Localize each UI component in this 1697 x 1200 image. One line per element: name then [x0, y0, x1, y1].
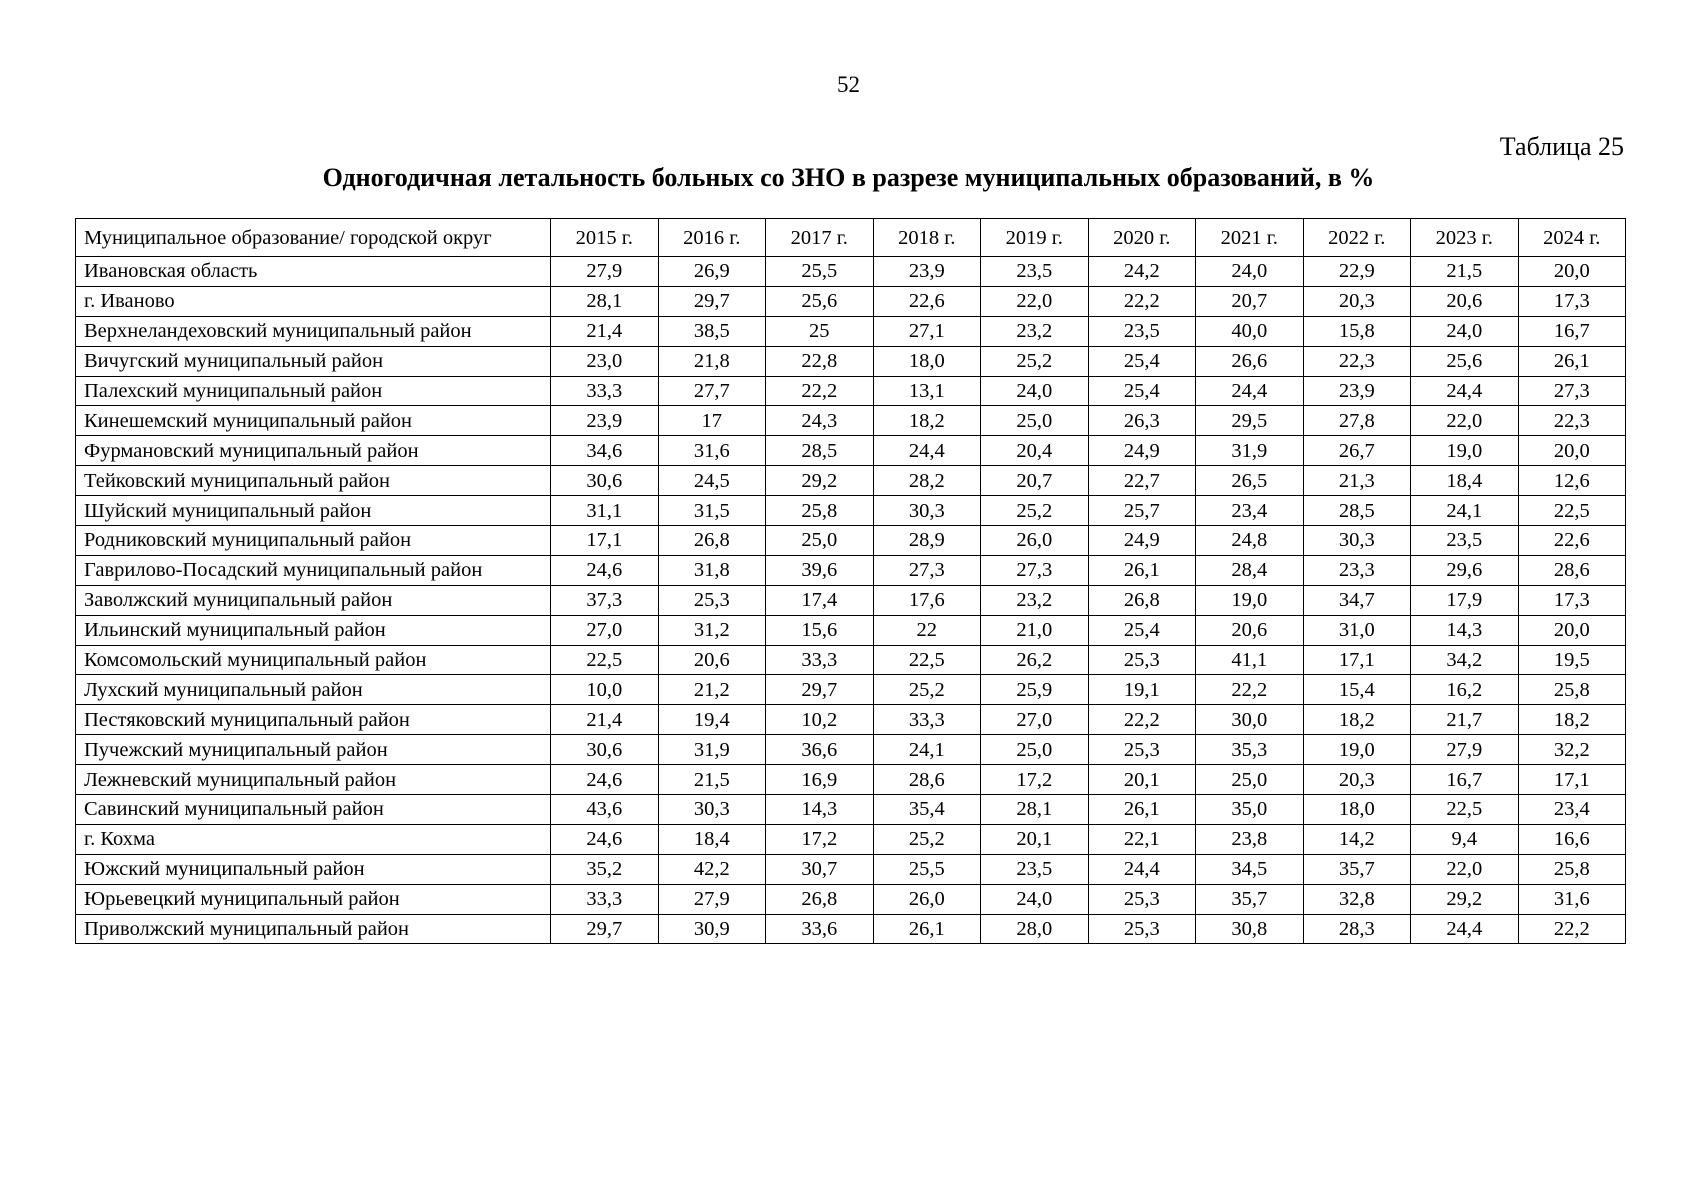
mortality-value-cell: 29,7: [658, 286, 766, 316]
mortality-value-cell: 22,0: [1411, 854, 1519, 884]
mortality-value-cell: 31,2: [658, 615, 766, 645]
table-header-row: [76, 219, 1626, 257]
column-header-year: 2022 г.: [1303, 219, 1411, 257]
table-row: [76, 526, 1626, 556]
mortality-value-cell: 26,1: [1088, 795, 1196, 825]
mortality-value-cell: 28,6: [1518, 555, 1626, 585]
mortality-value-cell: 10,2: [766, 705, 874, 735]
mortality-value-cell: 19,0: [1303, 735, 1411, 765]
mortality-value-cell: 23,5: [981, 854, 1089, 884]
mortality-value-cell: 25,7: [1088, 496, 1196, 526]
mortality-value-cell: 33,3: [873, 705, 981, 735]
mortality-value-cell: 20,0: [1518, 436, 1626, 466]
mortality-value-cell: 24,2: [1088, 257, 1196, 287]
mortality-value-cell: 23,0: [551, 346, 659, 376]
mortality-value-cell: 14,2: [1303, 824, 1411, 854]
municipality-name-cell: Лухский муниципальный район: [76, 675, 551, 705]
mortality-value-cell: 19,0: [1196, 585, 1304, 615]
municipality-name-cell: Комсомольский муниципальный район: [76, 645, 551, 675]
table-row: [76, 555, 1626, 585]
mortality-value-cell: 27,8: [1303, 406, 1411, 436]
municipality-name-cell: Южский муниципальный район: [76, 854, 551, 884]
mortality-value-cell: 23,5: [1411, 526, 1519, 556]
mortality-value-cell: 32,2: [1518, 735, 1626, 765]
mortality-value-cell: 31,8: [658, 555, 766, 585]
mortality-value-cell: 15,4: [1303, 675, 1411, 705]
mortality-value-cell: 17,9: [1411, 585, 1519, 615]
mortality-value-cell: 23,3: [1303, 555, 1411, 585]
mortality-value-cell: 28,0: [981, 914, 1089, 944]
mortality-value-cell: 27,9: [658, 884, 766, 914]
mortality-table: [75, 218, 1626, 944]
mortality-value-cell: 20,1: [1088, 765, 1196, 795]
mortality-value-cell: 17,3: [1518, 585, 1626, 615]
municipality-name-cell: Юрьевецкий муниципальный район: [76, 884, 551, 914]
mortality-value-cell: 30,6: [551, 735, 659, 765]
mortality-value-cell: 23,9: [1303, 376, 1411, 406]
mortality-value-cell: 28,9: [873, 526, 981, 556]
mortality-value-cell: 35,4: [873, 795, 981, 825]
mortality-value-cell: 35,7: [1196, 884, 1304, 914]
mortality-value-cell: 30,6: [551, 466, 659, 496]
municipality-name-cell: Кинешемский муниципальный район: [76, 406, 551, 436]
table-row: [76, 914, 1626, 944]
mortality-value-cell: 29,7: [551, 914, 659, 944]
mortality-value-cell: 22,2: [766, 376, 874, 406]
mortality-value-cell: 26,2: [981, 645, 1089, 675]
mortality-value-cell: 26,1: [873, 914, 981, 944]
mortality-value-cell: 35,3: [1196, 735, 1304, 765]
mortality-value-cell: 18,2: [1303, 705, 1411, 735]
mortality-value-cell: 13,1: [873, 376, 981, 406]
mortality-value-cell: 25,3: [1088, 735, 1196, 765]
mortality-value-cell: 26,1: [1518, 346, 1626, 376]
mortality-value-cell: 25,8: [1518, 854, 1626, 884]
mortality-value-cell: 25,2: [981, 496, 1089, 526]
mortality-value-cell: 25,4: [1088, 376, 1196, 406]
municipality-name-cell: г. Иваново: [76, 286, 551, 316]
mortality-value-cell: 22,2: [1518, 914, 1626, 944]
table-label: Таблица 25: [1499, 132, 1624, 161]
mortality-value-cell: 32,8: [1303, 884, 1411, 914]
mortality-value-cell: 27,3: [1518, 376, 1626, 406]
mortality-value-cell: 12,6: [1518, 466, 1626, 496]
mortality-value-cell: 22,9: [1303, 257, 1411, 287]
mortality-value-cell: 17,4: [766, 585, 874, 615]
mortality-value-cell: 22,7: [1088, 466, 1196, 496]
mortality-value-cell: 25,5: [873, 854, 981, 884]
mortality-value-cell: 25,0: [981, 735, 1089, 765]
mortality-value-cell: 28,6: [873, 765, 981, 795]
mortality-value-cell: 30,0: [1196, 705, 1304, 735]
mortality-value-cell: 21,8: [658, 346, 766, 376]
mortality-value-cell: 23,4: [1196, 496, 1304, 526]
mortality-value-cell: 22,2: [1088, 705, 1196, 735]
mortality-value-cell: 25,0: [981, 406, 1089, 436]
mortality-value-cell: 34,2: [1411, 645, 1519, 675]
mortality-value-cell: 22,2: [1088, 286, 1196, 316]
mortality-value-cell: 18,0: [873, 346, 981, 376]
table-row: [76, 884, 1626, 914]
mortality-value-cell: 22,6: [1518, 526, 1626, 556]
municipality-name-cell: Савинский муниципальный район: [76, 795, 551, 825]
mortality-value-cell: 22,5: [1411, 795, 1519, 825]
mortality-value-cell: 29,5: [1196, 406, 1304, 436]
table-row: [76, 316, 1626, 346]
mortality-value-cell: 21,4: [551, 705, 659, 735]
municipality-name-cell: г. Кохма: [76, 824, 551, 854]
mortality-value-cell: 27,9: [1411, 735, 1519, 765]
mortality-value-cell: 31,1: [551, 496, 659, 526]
mortality-value-cell: 23,5: [1088, 316, 1196, 346]
mortality-value-cell: 24,0: [1196, 257, 1304, 287]
mortality-value-cell: 24,9: [1088, 436, 1196, 466]
mortality-value-cell: 24,0: [981, 884, 1089, 914]
mortality-value-cell: 24,1: [1411, 496, 1519, 526]
mortality-value-cell: 25,8: [1518, 675, 1626, 705]
mortality-value-cell: 31,5: [658, 496, 766, 526]
mortality-value-cell: 27,0: [551, 615, 659, 645]
municipality-name-cell: Вичугский муниципальный район: [76, 346, 551, 376]
mortality-value-cell: 34,5: [1196, 854, 1304, 884]
mortality-value-cell: 27,0: [981, 705, 1089, 735]
mortality-value-cell: 23,2: [981, 585, 1089, 615]
table-row: [76, 645, 1626, 675]
mortality-value-cell: 16,7: [1411, 765, 1519, 795]
mortality-value-cell: 17,1: [551, 526, 659, 556]
mortality-value-cell: 24,0: [981, 376, 1089, 406]
column-header-year: 2019 г.: [981, 219, 1089, 257]
mortality-value-cell: 25,3: [1088, 884, 1196, 914]
mortality-value-cell: 17: [658, 406, 766, 436]
mortality-value-cell: 20,7: [981, 466, 1089, 496]
municipality-name-cell: Ильинский муниципальный район: [76, 615, 551, 645]
mortality-value-cell: 18,2: [873, 406, 981, 436]
mortality-value-cell: 17,1: [1518, 765, 1626, 795]
mortality-value-cell: 20,6: [658, 645, 766, 675]
municipality-name-cell: Приволжский муниципальный район: [76, 914, 551, 944]
mortality-value-cell: 26,6: [1196, 346, 1304, 376]
mortality-value-cell: 24,6: [551, 765, 659, 795]
mortality-value-cell: 28,1: [981, 795, 1089, 825]
mortality-value-cell: 19,4: [658, 705, 766, 735]
mortality-value-cell: 26,8: [766, 884, 874, 914]
table-row: [76, 466, 1626, 496]
table-row: [76, 376, 1626, 406]
municipality-name-cell: Пучежский муниципальный район: [76, 735, 551, 765]
mortality-value-cell: 24,8: [1196, 526, 1304, 556]
mortality-value-cell: 24,4: [1411, 376, 1519, 406]
mortality-value-cell: 21,4: [551, 316, 659, 346]
mortality-value-cell: 19,5: [1518, 645, 1626, 675]
municipality-name-cell: Палехский муниципальный район: [76, 376, 551, 406]
column-header-name: Муниципальное образование/ городской округ: [76, 219, 551, 257]
mortality-value-cell: 25,2: [981, 346, 1089, 376]
mortality-value-cell: 38,5: [658, 316, 766, 346]
mortality-value-cell: 31,6: [1518, 884, 1626, 914]
mortality-value-cell: 20,1: [981, 824, 1089, 854]
mortality-value-cell: 22,0: [1411, 406, 1519, 436]
mortality-value-cell: 10,0: [551, 675, 659, 705]
mortality-value-cell: 21,3: [1303, 466, 1411, 496]
table-title: Одногодичная летальность больных со ЗНО в разрезе муниципальных образований, в %: [322, 163, 1375, 192]
mortality-value-cell: 31,6: [658, 436, 766, 466]
mortality-value-cell: 23,9: [873, 257, 981, 287]
mortality-value-cell: 42,2: [658, 854, 766, 884]
mortality-value-cell: 24,4: [1088, 854, 1196, 884]
table-row: [76, 286, 1626, 316]
mortality-value-cell: 22,5: [1518, 496, 1626, 526]
mortality-value-cell: 15,6: [766, 615, 874, 645]
mortality-value-cell: 16,9: [766, 765, 874, 795]
mortality-value-cell: 36,6: [766, 735, 874, 765]
mortality-value-cell: 25,3: [1088, 645, 1196, 675]
mortality-value-cell: 31,9: [1196, 436, 1304, 466]
mortality-value-cell: 21,5: [1411, 257, 1519, 287]
mortality-value-cell: 25,4: [1088, 615, 1196, 645]
mortality-value-cell: 17,2: [981, 765, 1089, 795]
table-row: [76, 496, 1626, 526]
mortality-value-cell: 17,6: [873, 585, 981, 615]
column-header-year: 2015 г.: [551, 219, 659, 257]
mortality-value-cell: 22,5: [551, 645, 659, 675]
mortality-value-cell: 25,3: [658, 585, 766, 615]
municipality-name-cell: Гаврилово-Посадский муниципальный район: [76, 555, 551, 585]
mortality-value-cell: 24,9: [1088, 526, 1196, 556]
mortality-value-cell: 30,3: [658, 795, 766, 825]
mortality-value-cell: 29,6: [1411, 555, 1519, 585]
mortality-value-cell: 41,1: [1196, 645, 1304, 675]
mortality-value-cell: 25,0: [1196, 765, 1304, 795]
mortality-value-cell: 20,3: [1303, 765, 1411, 795]
table-row: [76, 257, 1626, 287]
mortality-value-cell: 26,9: [658, 257, 766, 287]
table-row: [76, 824, 1626, 854]
mortality-value-cell: 19,0: [1411, 436, 1519, 466]
mortality-value-cell: 26,0: [981, 526, 1089, 556]
column-header-year: 2020 г.: [1088, 219, 1196, 257]
mortality-value-cell: 9,4: [1411, 824, 1519, 854]
mortality-value-cell: 28,5: [1303, 496, 1411, 526]
mortality-value-cell: 22,1: [1088, 824, 1196, 854]
mortality-value-cell: 27,9: [551, 257, 659, 287]
mortality-value-cell: 37,3: [551, 585, 659, 615]
mortality-value-cell: 23,2: [981, 316, 1089, 346]
column-header-year: 2016 г.: [658, 219, 766, 257]
mortality-value-cell: 35,0: [1196, 795, 1304, 825]
mortality-value-cell: 25,2: [873, 675, 981, 705]
mortality-value-cell: 14,3: [766, 795, 874, 825]
mortality-value-cell: 28,5: [766, 436, 874, 466]
mortality-value-cell: 20,3: [1303, 286, 1411, 316]
mortality-value-cell: 29,7: [766, 675, 874, 705]
mortality-value-cell: 30,8: [1196, 914, 1304, 944]
mortality-value-cell: 31,0: [1303, 615, 1411, 645]
mortality-value-cell: 28,1: [551, 286, 659, 316]
mortality-value-cell: 23,8: [1196, 824, 1304, 854]
mortality-value-cell: 31,9: [658, 735, 766, 765]
mortality-value-cell: 26,3: [1088, 406, 1196, 436]
table-row: [76, 615, 1626, 645]
mortality-value-cell: 34,6: [551, 436, 659, 466]
mortality-value-cell: 24,0: [1411, 316, 1519, 346]
mortality-value-cell: 30,3: [873, 496, 981, 526]
mortality-value-cell: 35,7: [1303, 854, 1411, 884]
mortality-value-cell: 34,7: [1303, 585, 1411, 615]
mortality-value-cell: 18,2: [1518, 705, 1626, 735]
table-row: [76, 765, 1626, 795]
mortality-value-cell: 25,9: [981, 675, 1089, 705]
mortality-value-cell: 21,7: [1411, 705, 1519, 735]
mortality-value-cell: 24,5: [658, 466, 766, 496]
mortality-value-cell: 26,8: [658, 526, 766, 556]
table-row: [76, 436, 1626, 466]
mortality-value-cell: 22,6: [873, 286, 981, 316]
mortality-value-cell: 27,7: [658, 376, 766, 406]
mortality-value-cell: 20,4: [981, 436, 1089, 466]
mortality-value-cell: 20,0: [1518, 257, 1626, 287]
municipality-name-cell: Верхнеландеховский муниципальный район: [76, 316, 551, 346]
mortality-value-cell: 29,2: [1411, 884, 1519, 914]
mortality-value-cell: 19,1: [1088, 675, 1196, 705]
table-row: [76, 585, 1626, 615]
municipality-name-cell: Шуйский муниципальный район: [76, 496, 551, 526]
column-header-year: 2017 г.: [766, 219, 874, 257]
mortality-value-cell: 14,3: [1411, 615, 1519, 645]
municipality-name-cell: Пестяковский муниципальный район: [76, 705, 551, 735]
municipality-name-cell: Лежневский муниципальный район: [76, 765, 551, 795]
mortality-value-cell: 30,3: [1303, 526, 1411, 556]
mortality-value-cell: 24,4: [873, 436, 981, 466]
mortality-value-cell: 16,2: [1411, 675, 1519, 705]
mortality-value-cell: 22,3: [1303, 346, 1411, 376]
municipality-name-cell: Родниковский муниципальный район: [76, 526, 551, 556]
municipality-name-cell: Ивановская область: [76, 257, 551, 287]
mortality-value-cell: 25,3: [1088, 914, 1196, 944]
mortality-value-cell: 18,0: [1303, 795, 1411, 825]
mortality-value-cell: 26,0: [873, 884, 981, 914]
mortality-value-cell: 22,5: [873, 645, 981, 675]
municipality-name-cell: Тейковский муниципальный район: [76, 466, 551, 496]
mortality-value-cell: 33,6: [766, 914, 874, 944]
mortality-value-cell: 21,0: [981, 615, 1089, 645]
mortality-value-cell: 22,3: [1518, 406, 1626, 436]
table-row: [76, 346, 1626, 376]
mortality-value-cell: 30,9: [658, 914, 766, 944]
municipality-name-cell: Заволжский муниципальный район: [76, 585, 551, 615]
mortality-value-cell: 15,8: [1303, 316, 1411, 346]
mortality-value-cell: 30,7: [766, 854, 874, 884]
mortality-value-cell: 26,1: [1088, 555, 1196, 585]
mortality-value-cell: 25,4: [1088, 346, 1196, 376]
mortality-value-cell: 22,0: [981, 286, 1089, 316]
table-body: [76, 257, 1626, 944]
mortality-value-cell: 35,2: [551, 854, 659, 884]
mortality-value-cell: 23,5: [981, 257, 1089, 287]
mortality-value-cell: 24,4: [1411, 914, 1519, 944]
mortality-value-cell: 25,5: [766, 257, 874, 287]
column-header-year: 2021 г.: [1196, 219, 1304, 257]
mortality-value-cell: 16,7: [1518, 316, 1626, 346]
mortality-value-cell: 22,8: [766, 346, 874, 376]
mortality-value-cell: 20,7: [1196, 286, 1304, 316]
column-header-year: 2018 г.: [873, 219, 981, 257]
mortality-value-cell: 33,3: [551, 376, 659, 406]
mortality-value-cell: 27,3: [981, 555, 1089, 585]
municipality-name-cell: Фурмановский муниципальный район: [76, 436, 551, 466]
mortality-value-cell: 33,3: [551, 884, 659, 914]
mortality-value-cell: 24,4: [1196, 376, 1304, 406]
mortality-value-cell: 25,0: [766, 526, 874, 556]
mortality-value-cell: 28,3: [1303, 914, 1411, 944]
mortality-value-cell: 25,8: [766, 496, 874, 526]
mortality-value-cell: 27,1: [873, 316, 981, 346]
mortality-value-cell: 27,3: [873, 555, 981, 585]
mortality-value-cell: 16,6: [1518, 824, 1626, 854]
mortality-value-cell: 17,2: [766, 824, 874, 854]
mortality-value-cell: 20,0: [1518, 615, 1626, 645]
mortality-value-cell: 18,4: [1411, 466, 1519, 496]
mortality-value-cell: 24,1: [873, 735, 981, 765]
mortality-value-cell: 25,2: [873, 824, 981, 854]
mortality-value-cell: 29,2: [766, 466, 874, 496]
mortality-value-cell: 21,5: [658, 765, 766, 795]
mortality-value-cell: 26,8: [1088, 585, 1196, 615]
mortality-value-cell: 23,4: [1518, 795, 1626, 825]
mortality-value-cell: 17,3: [1518, 286, 1626, 316]
table-row: [76, 675, 1626, 705]
mortality-value-cell: 25,6: [766, 286, 874, 316]
table-row: [76, 795, 1626, 825]
mortality-value-cell: 26,5: [1196, 466, 1304, 496]
page-number: 52: [837, 72, 860, 97]
mortality-value-cell: 24,6: [551, 824, 659, 854]
mortality-value-cell: 40,0: [1196, 316, 1304, 346]
mortality-value-cell: 28,2: [873, 466, 981, 496]
mortality-value-cell: 33,3: [766, 645, 874, 675]
table-row: [76, 854, 1626, 884]
mortality-value-cell: 24,6: [551, 555, 659, 585]
mortality-value-cell: 28,4: [1196, 555, 1304, 585]
mortality-value-cell: 39,6: [766, 555, 874, 585]
mortality-value-cell: 20,6: [1196, 615, 1304, 645]
mortality-value-cell: 23,9: [551, 406, 659, 436]
mortality-value-cell: 25: [766, 316, 874, 346]
table-row: [76, 406, 1626, 436]
column-header-year: 2024 г.: [1518, 219, 1626, 257]
mortality-value-cell: 20,6: [1411, 286, 1519, 316]
mortality-value-cell: 17,1: [1303, 645, 1411, 675]
table-row: [76, 735, 1626, 765]
mortality-value-cell: 22,2: [1196, 675, 1304, 705]
mortality-value-cell: 21,2: [658, 675, 766, 705]
mortality-value-cell: 22: [873, 615, 981, 645]
mortality-value-cell: 26,7: [1303, 436, 1411, 466]
mortality-value-cell: 18,4: [658, 824, 766, 854]
table-row: [76, 705, 1626, 735]
mortality-value-cell: 24,3: [766, 406, 874, 436]
column-header-year: 2023 г.: [1411, 219, 1519, 257]
mortality-value-cell: 43,6: [551, 795, 659, 825]
mortality-value-cell: 25,6: [1411, 346, 1519, 376]
